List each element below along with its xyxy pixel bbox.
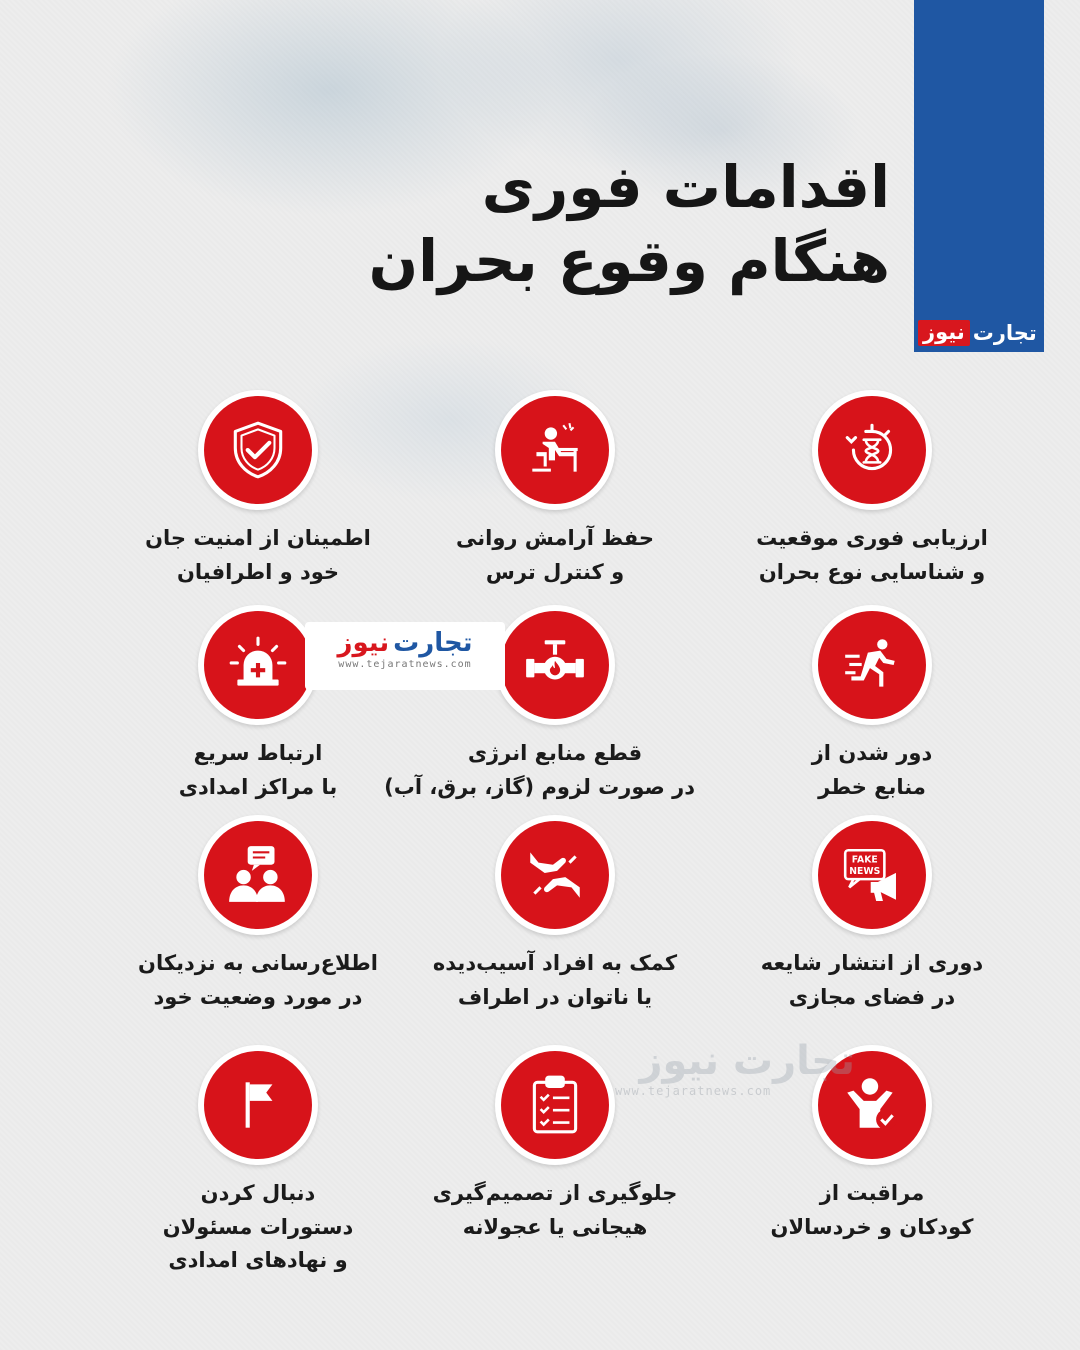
- action-badge: [495, 390, 615, 510]
- action-item: [118, 815, 398, 1014]
- checklist-clipboard-icon: [522, 1072, 588, 1138]
- people-chat-icon: [225, 842, 291, 908]
- emergency-siren-icon: [225, 632, 291, 698]
- action-item: [415, 390, 695, 589]
- helping-hands-icon: [522, 842, 588, 908]
- watermark-name-part2: نیوز: [639, 1038, 719, 1084]
- flag-icon: [225, 1072, 291, 1138]
- hourglass-timer-icon: [839, 417, 905, 483]
- action-label: دوری از انتشار شایعه در فضای مجازی: [760, 951, 984, 1009]
- stressed-person-desk-icon: [522, 417, 588, 483]
- brand-watermark: [585, 1038, 855, 1118]
- action-label: ارتباط سریع با مراکز امدادی: [178, 741, 338, 799]
- action-label: حفظ آرامش روانی و کنترل ترس: [455, 526, 654, 584]
- action-badge: [812, 605, 932, 725]
- action-item: [118, 1045, 398, 1278]
- action-badge: [812, 815, 932, 935]
- action-badge: [198, 390, 318, 510]
- shield-check-icon: [225, 417, 291, 483]
- action-label: کمک به افراد آسیب‌دیده یا ناتوان در اطراف: [432, 951, 678, 1009]
- svg-text:FAKE: FAKE: [851, 854, 878, 866]
- action-badge: [198, 815, 318, 935]
- fake-news-megaphone-icon: [839, 842, 905, 908]
- action-label: مراقبت از کودکان و خردسالان: [770, 1181, 974, 1239]
- action-label: دور شدن از منابع خطر: [811, 741, 933, 799]
- action-label: اطلاع‌رسانی به نزدیکان در مورد وضعیت خود: [138, 951, 378, 1009]
- action-item: [732, 605, 1012, 804]
- logo-name-part1: تجارت: [393, 628, 473, 658]
- action-badge: [198, 605, 318, 725]
- action-badge: [495, 605, 615, 725]
- action-label: جلوگیری از تصمیم‌گیری هیجانی یا عجولانه: [432, 1181, 678, 1239]
- running-person-icon: [839, 632, 905, 698]
- action-item: [415, 815, 695, 1014]
- gas-valve-icon: [522, 632, 588, 698]
- brand-name-part2: نیوز: [918, 320, 970, 346]
- action-item: [732, 390, 1012, 589]
- watermark-name-part1: تجارت: [732, 1038, 855, 1084]
- title-line-2: هنگام وقوع بحران: [368, 227, 890, 296]
- action-badge: [812, 390, 932, 510]
- logo-url: www.tejaratnews.com: [338, 659, 472, 670]
- watermark-url: www.tejaratnews.com: [615, 1084, 772, 1098]
- brand-logo-card: [305, 622, 505, 690]
- action-badge: [495, 815, 615, 935]
- action-label: قطع منابع انرژی در صورت لزوم (گاز، برق، آب): [384, 741, 695, 799]
- action-item: [118, 390, 398, 589]
- action-label: اطمینان از امنیت جان خود و اطرافیان: [145, 526, 371, 584]
- action-label: دنبال کردن دستورات مسئولان و نهادهای امدادی: [162, 1181, 354, 1273]
- svg-text:NEWS: NEWS: [849, 865, 881, 877]
- logo-name-part2: نیوز: [337, 628, 390, 658]
- action-item: [732, 815, 1012, 1014]
- action-badge: [198, 1045, 318, 1165]
- brand-name-part1: تجارت: [972, 321, 1037, 345]
- action-label: ارزیابی فوری موقعیت و شناسایی نوع بحران: [756, 526, 988, 584]
- title-line-1: اقدامات فوری: [481, 153, 890, 221]
